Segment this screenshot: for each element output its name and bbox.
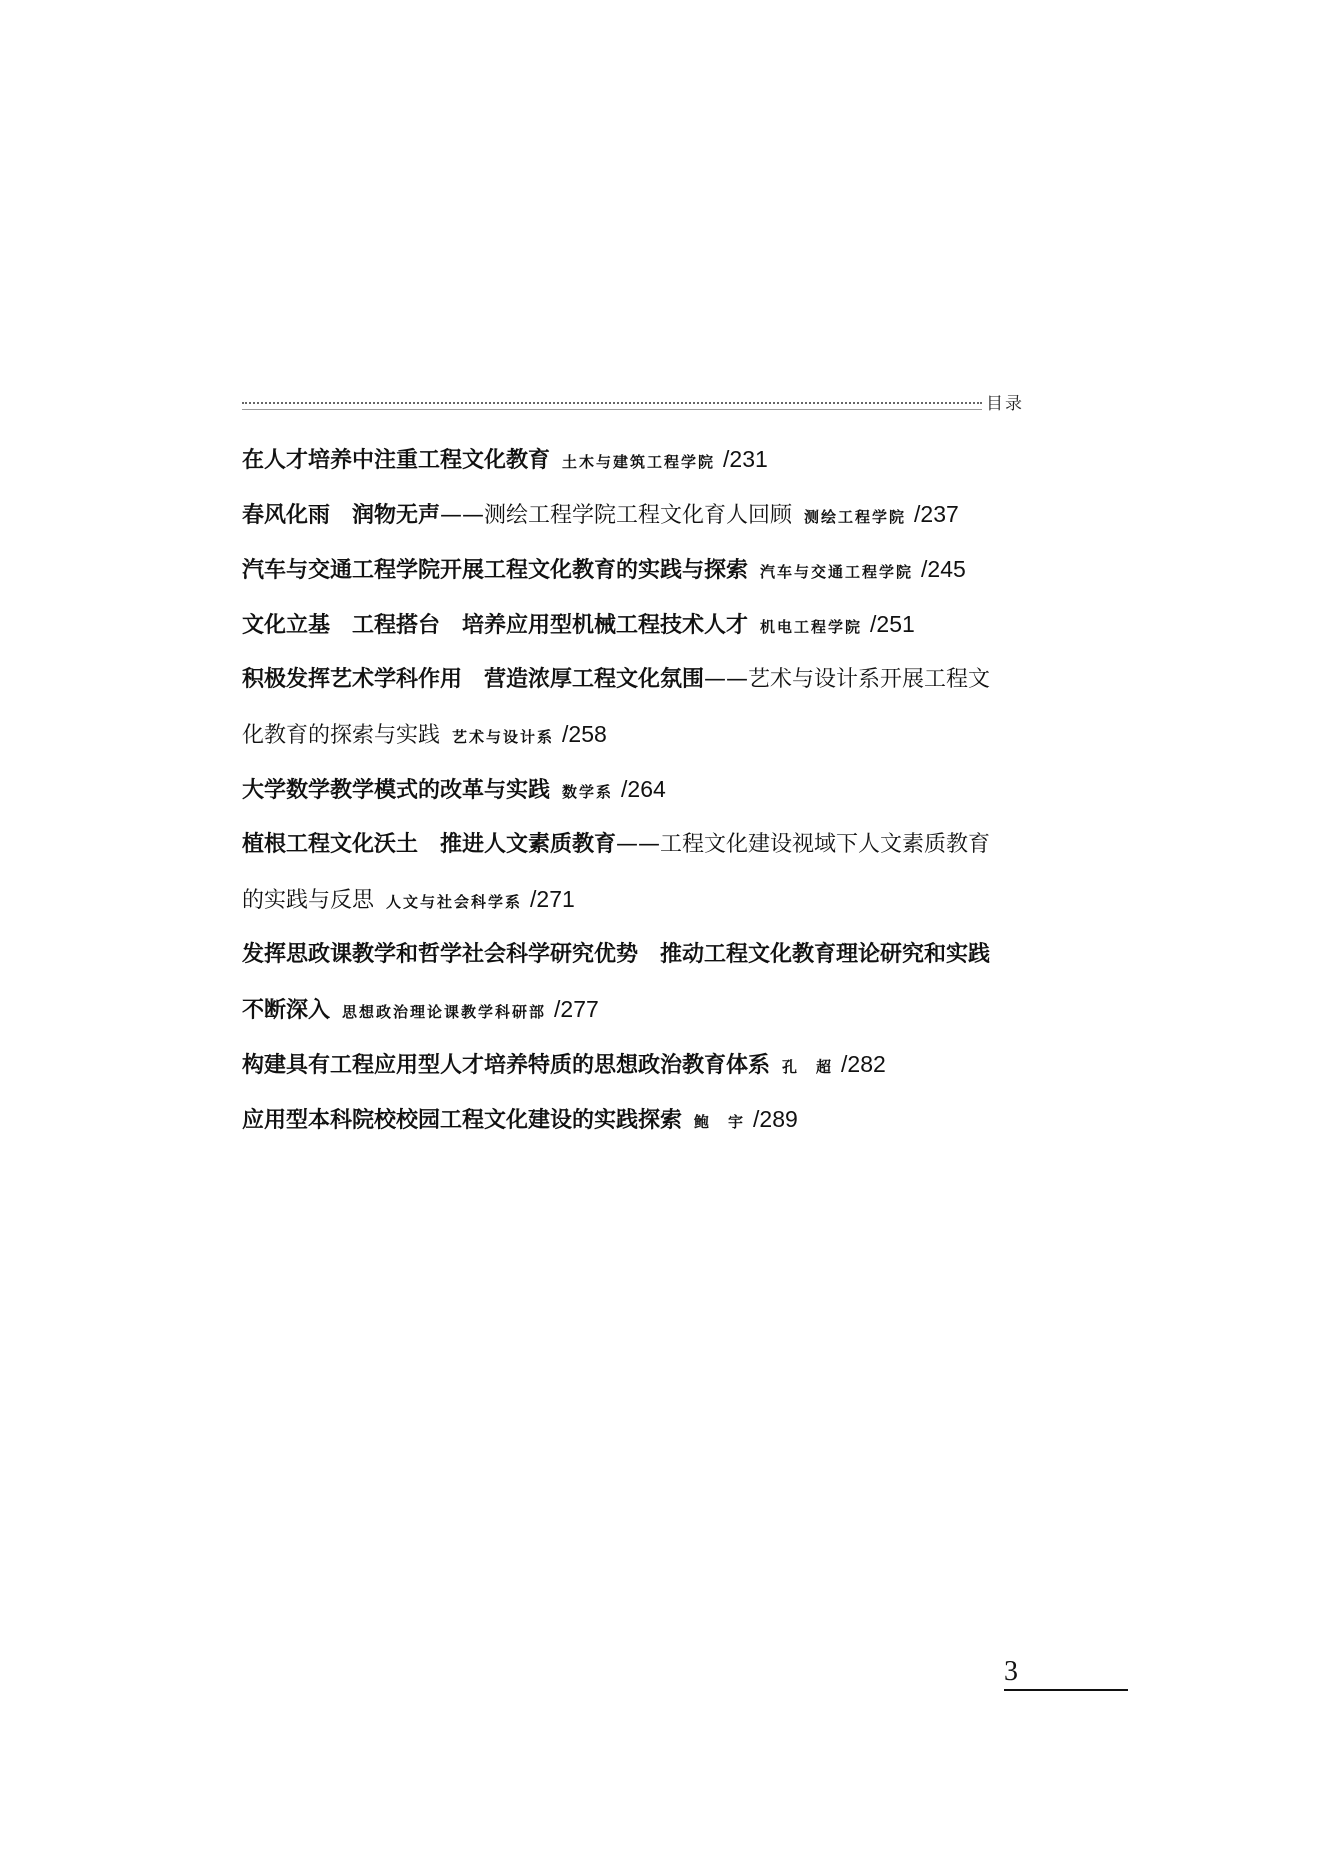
entry-page: /231	[723, 446, 768, 472]
entry-page: /237	[914, 501, 959, 527]
entry-title: 积极发挥艺术学科作用 营造浓厚工程文化氛围	[242, 667, 705, 692]
table-of-contents	[242, 432, 1002, 1147]
toc-entry	[242, 542, 1002, 597]
toc-entry	[242, 432, 1002, 487]
toc-entry	[242, 762, 1002, 817]
entry-title: 汽车与交通工程学院开展工程文化教育的实践与探索	[242, 558, 749, 583]
entry-subtitle: 化教育的探索与实践	[242, 723, 441, 748]
toc-entry	[242, 652, 1002, 707]
page-number: 3	[1004, 1655, 1128, 1691]
toc-entry	[242, 487, 1002, 542]
toc-entry-continuation	[242, 872, 1002, 927]
entry-page: /271	[530, 886, 575, 912]
entry-page: /245	[921, 556, 966, 582]
toc-entry	[242, 927, 1002, 982]
entry-page: /282	[841, 1051, 886, 1077]
entry-unit: 数学系	[562, 783, 614, 801]
entry-unit: 思想政治理论课教学科研部	[342, 1003, 547, 1021]
entry-unit: 艺术与设计系	[452, 728, 555, 746]
entry-subtitle: ——工程文化建设视域下人文素质教育	[616, 832, 991, 857]
header-dotted-rule	[242, 402, 982, 404]
entry-title: 在人才培养中注重工程文化教育	[242, 448, 551, 473]
entry-unit: 土木与建筑工程学院	[562, 453, 716, 471]
entry-subtitle: 的实践与反思	[242, 888, 375, 913]
entry-page: /289	[753, 1106, 798, 1132]
entry-page: /277	[554, 996, 599, 1022]
toc-entry	[242, 597, 1002, 652]
toc-entry	[242, 1092, 1002, 1147]
entry-title: 构建具有工程应用型人才培养特质的思想政治教育体系	[242, 1053, 771, 1078]
entry-subtitle: ——艺术与设计系开展工程文	[704, 667, 991, 692]
entry-unit: 孔 超	[782, 1058, 834, 1076]
entry-title: 春风化雨 润物无声	[242, 503, 441, 528]
entry-page: /258	[562, 721, 607, 747]
running-header: 目录	[986, 394, 1024, 414]
entry-page: /264	[621, 776, 666, 802]
toc-entry-continuation	[242, 707, 1002, 762]
entry-title: 植根工程文化沃土 推进人文素质教育	[242, 832, 617, 857]
toc-entry-continuation	[242, 982, 1002, 1037]
entry-title: 不断深入	[242, 998, 331, 1023]
entry-unit: 测绘工程学院	[804, 508, 907, 526]
entry-page: /251	[870, 611, 915, 637]
entry-unit: 机电工程学院	[760, 618, 863, 636]
entry-title: 大学数学教学模式的改革与实践	[242, 778, 551, 803]
toc-entry	[242, 817, 1002, 872]
header-rule	[242, 409, 982, 410]
entry-subtitle: ——测绘工程学院工程文化育人回顾	[440, 503, 793, 528]
entry-unit: 人文与社会科学系	[386, 893, 523, 911]
entry-title: 文化立基 工程搭台 培养应用型机械工程技术人才	[242, 613, 749, 638]
toc-entry	[242, 1037, 1002, 1092]
entry-unit: 汽车与交通工程学院	[760, 563, 914, 581]
entry-title: 应用型本科院校校园工程文化建设的实践探索	[242, 1108, 683, 1133]
entry-title: 发挥思政课教学和哲学社会科学研究优势 推动工程文化教育理论研究和实践	[242, 942, 991, 967]
entry-unit: 鲍 宇	[694, 1113, 746, 1131]
